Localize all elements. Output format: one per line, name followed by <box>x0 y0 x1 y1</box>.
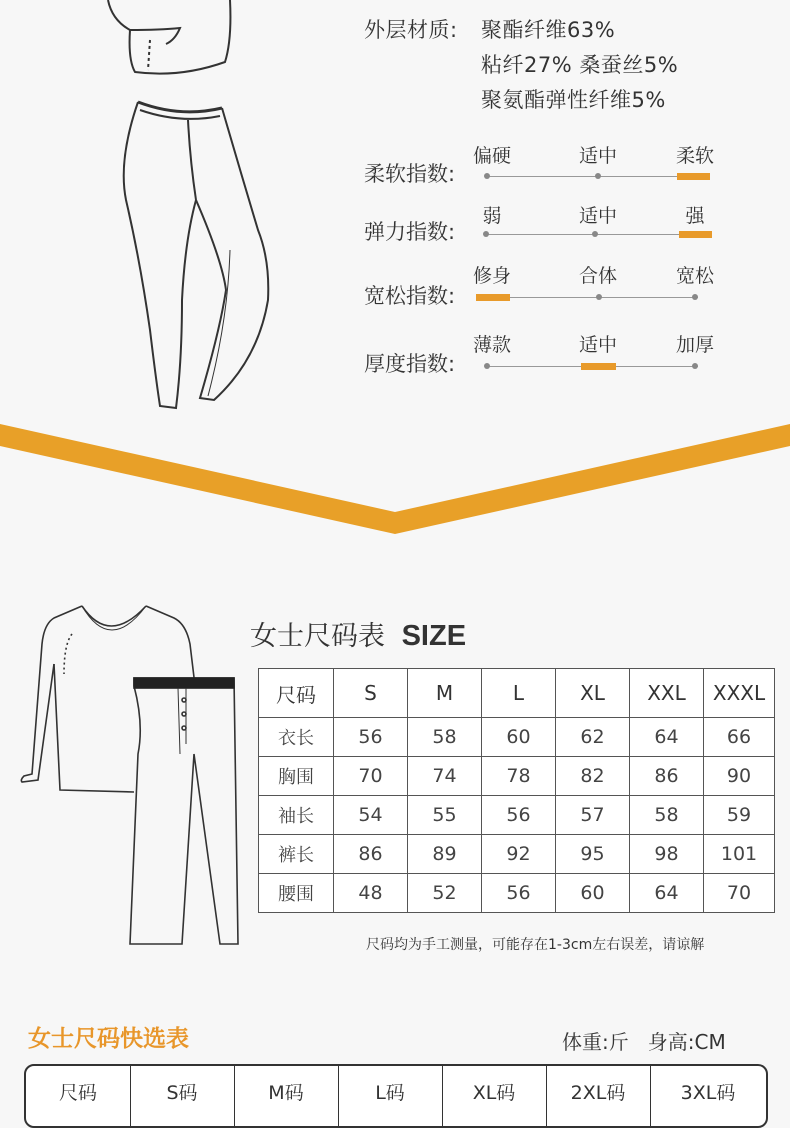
size-chart-title-en: SIZE <box>401 620 467 652</box>
elasticity-scale-line <box>486 234 710 235</box>
size-col-header-m: M <box>408 669 482 718</box>
table-cell: 56 <box>482 874 556 913</box>
table-cell: 74 <box>408 757 482 796</box>
row-header-sleeve: 袖长 <box>259 796 334 835</box>
looseness-dot-3 <box>692 294 698 300</box>
quick-header-m: M码 <box>234 1066 339 1126</box>
elasticity-dot-2 <box>592 231 598 237</box>
quick-chart-table <box>24 1064 768 1128</box>
thickness-index-label: 厚度指数: <box>364 352 456 376</box>
looseness-selected-marker <box>476 294 510 301</box>
material-line-2: 粘纤27% 桑蚕丝5% <box>481 53 679 77</box>
softness-option-3: 柔软 <box>675 145 714 167</box>
material-line-3: 聚氨酯弹性纤维5% <box>481 88 666 112</box>
looseness-option-3: 宽松 <box>675 265 714 287</box>
table-cell: 86 <box>334 835 408 874</box>
table-cell: 60 <box>556 874 630 913</box>
table-cell: 48 <box>334 874 408 913</box>
table-cell: 55 <box>408 796 482 835</box>
table-cell: 62 <box>556 718 630 757</box>
elasticity-index-label: 弹力指数: <box>364 220 456 244</box>
table-cell: 92 <box>482 835 556 874</box>
quick-header-xl: XL码 <box>442 1066 547 1126</box>
table-cell: 98 <box>630 835 704 874</box>
table-cell: 101 <box>704 835 775 874</box>
table-row <box>259 757 775 796</box>
size-col-header-xxxl: XXXL <box>704 669 775 718</box>
softness-dot-2 <box>595 173 601 179</box>
leggings-illustration <box>0 0 340 440</box>
softness-dot-1 <box>484 173 490 179</box>
thickness-option-3: 加厚 <box>675 334 714 356</box>
looseness-option-1: 修身 <box>472 265 511 287</box>
size-col-header-l: L <box>482 669 556 718</box>
elasticity-dot-1 <box>483 231 489 237</box>
size-col-header-xl: XL <box>556 669 630 718</box>
table-cell: 70 <box>704 874 775 913</box>
table-cell: 78 <box>482 757 556 796</box>
quick-header-3xl: 3XL码 <box>680 1082 736 1104</box>
quick-chart-units: 体重:斤 身高:CM <box>562 1030 726 1054</box>
looseness-index-label: 宽松指数: <box>364 284 456 308</box>
elasticity-selected-marker <box>679 231 712 238</box>
elasticity-option-1: 弱 <box>482 205 502 227</box>
table-cell: 86 <box>630 757 704 796</box>
table-cell: 64 <box>630 718 704 757</box>
table-cell: 57 <box>556 796 630 835</box>
table-cell: 60 <box>482 718 556 757</box>
thickness-dot-1 <box>484 363 490 369</box>
table-cell: 58 <box>408 718 482 757</box>
thickness-selected-marker <box>581 363 616 370</box>
quick-header-2xl: 2XL码 <box>546 1066 651 1126</box>
table-row <box>259 835 775 874</box>
table-row <box>259 874 775 913</box>
softness-selected-marker <box>677 173 710 180</box>
chevron-divider <box>0 418 790 538</box>
material-line-1: 聚酯纤维63% <box>481 18 616 42</box>
size-chart-title <box>250 614 466 653</box>
table-cell: 56 <box>334 718 408 757</box>
table-row <box>259 718 775 757</box>
table-cell: 58 <box>630 796 704 835</box>
thickness-option-2: 适中 <box>578 334 617 356</box>
row-header-waist: 腰围 <box>259 874 334 913</box>
thickness-dot-3 <box>692 363 698 369</box>
quick-header-l: L码 <box>338 1066 443 1126</box>
table-cell: 64 <box>630 874 704 913</box>
measurement-note: 尺码均为手工测量，可能存在1-3cm左右误差，请谅解 <box>366 937 705 953</box>
material-label: 外层材质: <box>364 18 458 42</box>
quick-header-s: S码 <box>130 1066 235 1126</box>
quick-header-size: 尺码 <box>26 1066 131 1126</box>
table-cell: 89 <box>408 835 482 874</box>
table-row <box>259 796 775 835</box>
softness-option-1: 偏硬 <box>472 145 511 167</box>
thermal-set-illustration <box>14 604 244 950</box>
elasticity-option-3: 强 <box>685 205 705 227</box>
size-col-header-xxl: XXL <box>630 669 704 718</box>
size-col-header-label: 尺码 <box>259 669 334 718</box>
table-cell: 56 <box>482 796 556 835</box>
row-header-length: 衣长 <box>259 718 334 757</box>
size-chart-title-cn: 女士尺码表 <box>250 621 385 652</box>
table-cell: 59 <box>704 796 775 835</box>
table-cell: 95 <box>556 835 630 874</box>
size-chart-header-row <box>259 669 775 718</box>
table-cell: 82 <box>556 757 630 796</box>
row-header-chest: 胸围 <box>259 757 334 796</box>
thickness-option-1: 薄款 <box>472 334 511 356</box>
quick-chart-title: 女士尺码快选表 <box>28 1026 189 1052</box>
elasticity-option-2: 适中 <box>578 205 617 227</box>
size-col-header-s: S <box>334 669 408 718</box>
table-cell: 54 <box>334 796 408 835</box>
table-cell: 52 <box>408 874 482 913</box>
softness-index-label: 柔软指数: <box>364 162 456 186</box>
row-header-pants-length: 裤长 <box>259 835 334 874</box>
softness-option-2: 适中 <box>578 145 617 167</box>
table-cell: 70 <box>334 757 408 796</box>
size-chart-table <box>258 668 775 913</box>
table-cell: 90 <box>704 757 775 796</box>
looseness-option-2: 合体 <box>578 265 617 287</box>
looseness-dot-2 <box>596 294 602 300</box>
table-cell: 66 <box>704 718 775 757</box>
